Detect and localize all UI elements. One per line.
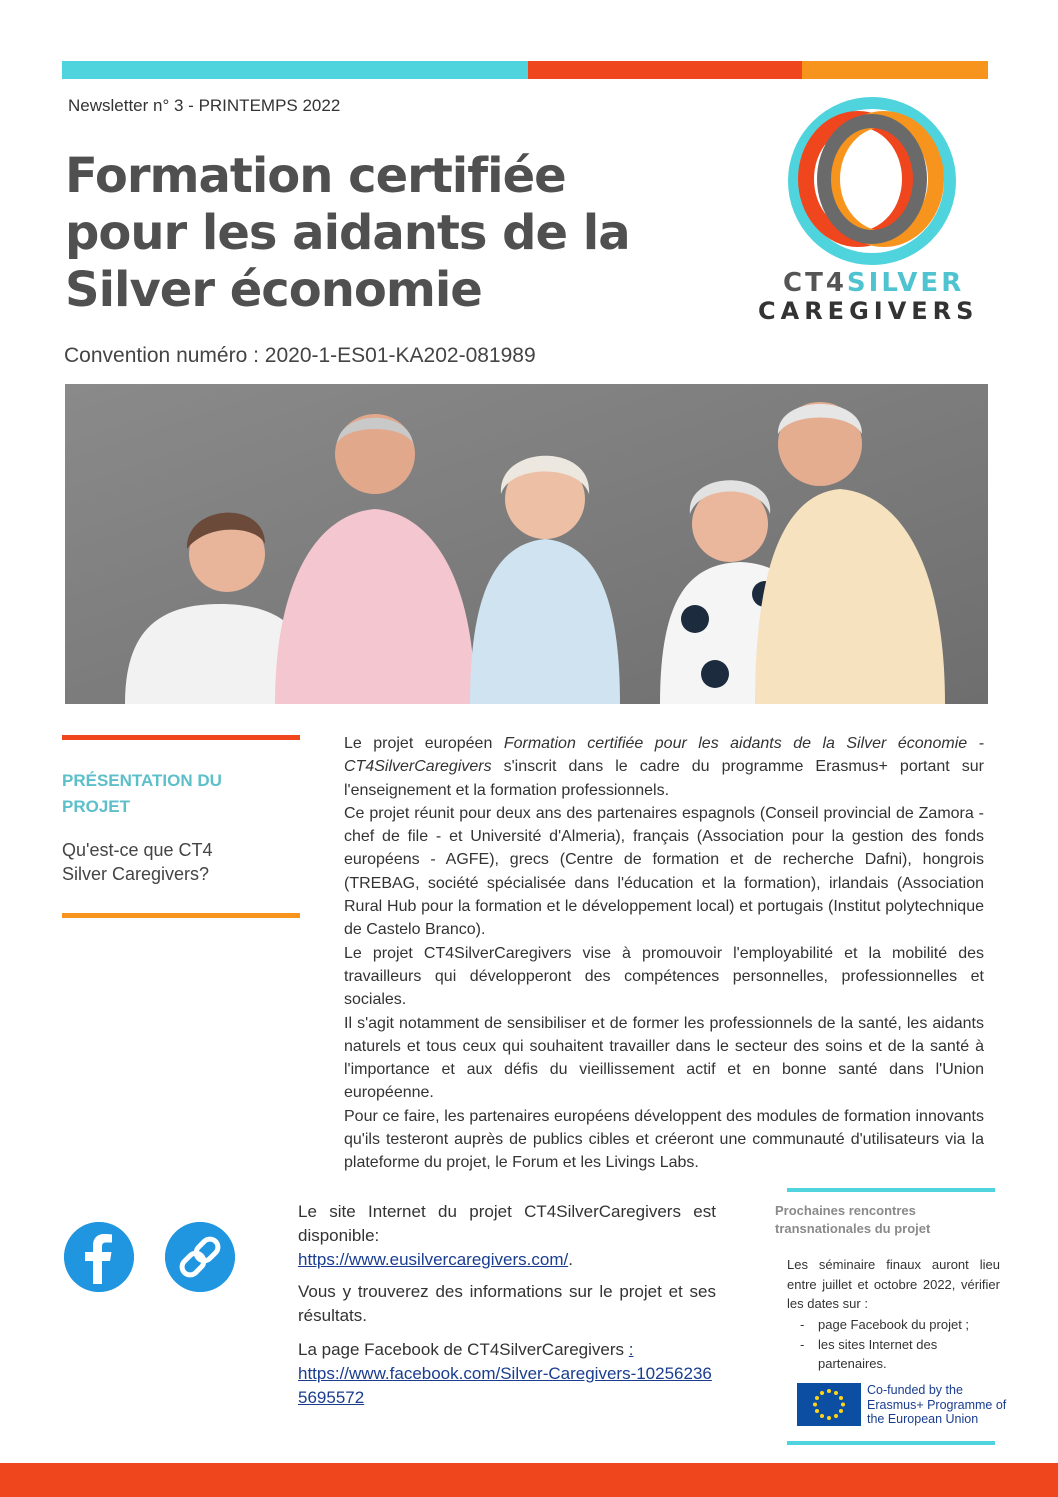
- logo-wordmark-line2: CAREGIVERS: [758, 297, 979, 325]
- newsletter-label: Newsletter n° 3 - PRINTEMPS 2022: [68, 96, 341, 115]
- website-link[interactable]: https://www.eusilvercaregivers.com/: [298, 1250, 569, 1269]
- convention-number: Convention numéro : 2020-1-ES01-KA202-081989: [64, 344, 536, 367]
- eu-funding-label: Co-funded by the Erasmus+ Programme of the European Union: [867, 1383, 1007, 1426]
- section-heading: PRÉSENTATION DU PROJET: [62, 771, 222, 816]
- section-bottom-rule: [62, 913, 300, 918]
- aside-text: Les séminaire finaux auront lieu entre juillet et octobre 2022, vérifier les dates sur :: [787, 1257, 1000, 1311]
- body-paragraph-5: Pour ce faire, les partenaires européens développent des modules de formation innovants qu'ils testeront auprès de publics cibles et créeront une communauté d'utilisateurs via la plateforme du projet, le Forum et les Livings Labs.: [344, 1107, 984, 1172]
- website-intro: Le site Internet du projet CT4SilverCaregivers est disponible:: [298, 1202, 716, 1245]
- body-paragraph-4: Il s'agit notamment de sensibiliser et de former les professionnels de la santé, les aidants naturels et tous ceux qui souhaitent travailler dans le secteur des soins et de la santé à l'importance et aux défis du vieillissement actif et en bonne santé dans l'Union européenne.: [344, 1014, 984, 1102]
- body-paragraph-3: Le projet CT4SilverCaregivers vise à promouvoir l'employabilité et la mobilité des travailleurs qui développeront des compétences personnelles, professionnelles et sociales.: [344, 944, 984, 1009]
- website-info-text: Vous y trouverez des informations sur le projet et ses résultats.: [298, 1282, 716, 1325]
- eu-flag-icon: [797, 1383, 861, 1426]
- logo-wordmark-line1: CT4SILVER: [783, 268, 965, 298]
- facebook-icon[interactable]: [64, 1222, 134, 1292]
- body-paragraph-1: Le projet européen Formation certifiée pour les aidants de la Silver économie - CT4SilverCaregivers s'inscrit dans le cadre du programme Erasmus+ portant sur l'enseignement et la formation professionnels.: [344, 735, 984, 799]
- facebook-page-link[interactable]: https://www.facebook.com/Silver-Caregivers-102562365695572: [298, 1364, 712, 1407]
- list-item: - page Facebook du projet ;: [800, 1315, 1000, 1335]
- page-title: Formation certifiée pour les aidants de la Silver économie: [65, 148, 630, 318]
- section-top-rule: [62, 735, 300, 740]
- website-info: Le site Internet du projet CT4SilverCaregivers est disponible: https://www.eusilvercaregivers.com/. Vous y trouverez des informations sur le projet et ses résultats. La page Facebook de CT4SilverCaregivers : https://www.facebook.com/Silver-Caregivers-102562365695572: [298, 1202, 716, 1407]
- project-description: [344, 732, 984, 1175]
- top-color-bar: [62, 61, 988, 79]
- bottom-color-bar: [0, 1463, 1058, 1497]
- link-icon[interactable]: [165, 1222, 235, 1292]
- aside-list: [800, 1315, 1000, 1374]
- facebook-colon-link[interactable]: :: [628, 1340, 634, 1359]
- aside-bottom-rule: [787, 1441, 995, 1445]
- body-paragraph-2: Ce projet réunit pour deux ans des partenaires espagnols (Conseil provincial de Zamora - chef de file - et Université d'Almeria), français (Association pour la gestion des fonds européens - AGFE), grecs (Centre de formation et de recherche Dafni), hongrois (TREBAG, société spécialisée dans l'éducation et la formation), irlandais (Association Rural Hub pour la formation et le développement local) et portugais (Institut polytechnique de Castelo Branco).: [344, 804, 984, 939]
- list-item: - les sites Internet des partenaires.: [800, 1335, 1000, 1374]
- seniors-group-photo: [65, 384, 988, 704]
- section-subheading: Qu'est-ce que CT4 Silver Caregivers?: [62, 840, 213, 884]
- facebook-intro: La page Facebook de CT4SilverCaregivers: [298, 1340, 629, 1359]
- aside-top-rule: [787, 1188, 995, 1192]
- aside-heading: Prochaines rencontres transnationales du projet: [775, 1203, 931, 1236]
